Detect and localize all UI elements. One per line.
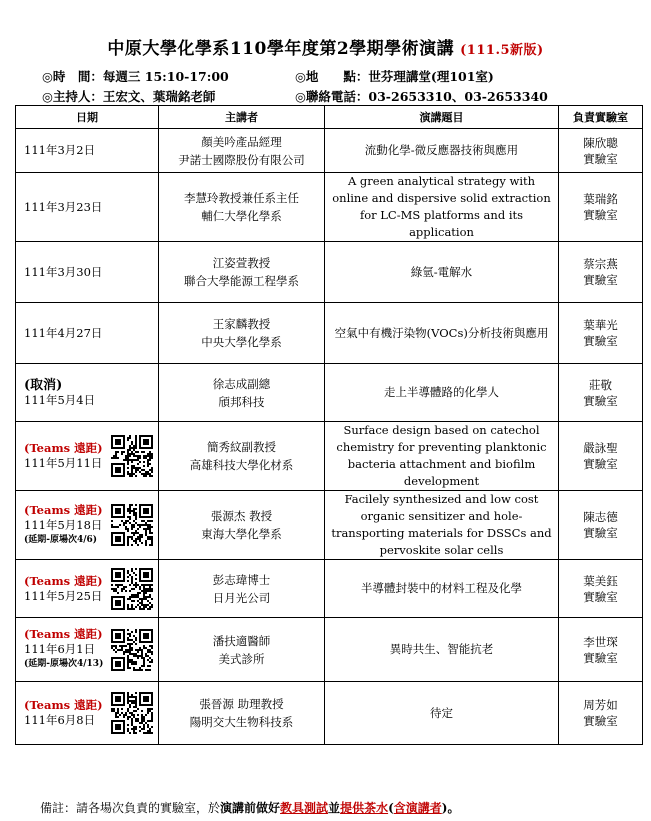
footer-text-a: 備註：請各場次負責的實驗室，於 xyxy=(40,801,221,815)
lab-name: 莊敬 xyxy=(589,377,612,392)
speaker-affiliation: 聯合大學能源工程學系 xyxy=(184,274,299,288)
lab-suffix: 實驗室 xyxy=(583,526,618,540)
postponed-note: (延期-原場次4/13) xyxy=(24,659,104,669)
speaker-name: 徐志成副總 xyxy=(212,376,271,391)
topic-cell: 走上半導體路的化學人 xyxy=(325,364,559,422)
lab-cell xyxy=(559,618,643,682)
date-text: 111年3月23日 xyxy=(24,199,103,214)
topic-cell: 半導體封裝中的材料工程及化學 xyxy=(325,560,559,618)
footer-text-f: ( xyxy=(388,801,394,815)
lab-name: 葉瑞銘 xyxy=(583,192,618,206)
speaker-cell xyxy=(159,173,325,242)
speaker-cell xyxy=(159,364,325,422)
date-text: 111年4月27日 xyxy=(24,325,103,340)
version-label: (111.5新版) xyxy=(460,43,544,58)
topic-cell: A green analytical strategy with online and dispersive solid extraction for LC-MS platforms and its application xyxy=(325,173,559,242)
lab-suffix: 實驗室 xyxy=(583,151,618,166)
date-cell xyxy=(16,364,159,422)
topic-cell: Surface design based on catechol chemistry for preventing planktonic bacteria attachment and biofilm development xyxy=(325,422,559,491)
speaker-name: 李慧玲教授兼任系主任 xyxy=(184,191,299,205)
header-date: 日期 xyxy=(16,106,159,129)
header-lab: 負責實驗室 xyxy=(559,106,643,129)
speaker-affiliation: 輔仁大學化學系 xyxy=(201,209,282,223)
date-text: 111年5月4日 xyxy=(24,392,96,407)
lab-cell xyxy=(559,242,643,303)
lab-suffix: 實驗室 xyxy=(583,457,618,471)
header-speaker: 主講者 xyxy=(159,106,325,129)
date-cell xyxy=(16,242,159,303)
date-cell xyxy=(16,682,159,745)
schedule-table xyxy=(15,105,643,745)
date-text: 111年6月8日 xyxy=(24,713,96,727)
footer-text-h: )。 xyxy=(441,801,460,815)
topic-cell: Facilely synthesized and low cost organic sensitizer and hole-transporting materials for DSSCs and pervoskite solar cells xyxy=(325,491,559,560)
speaker-name: 張晉源 助理教授 xyxy=(199,697,284,711)
lab-suffix: 實驗室 xyxy=(583,650,618,665)
lab-cell xyxy=(559,129,643,173)
lab-suffix: 實驗室 xyxy=(583,334,618,348)
speaker-cell xyxy=(159,242,325,303)
footer-text-c: 教具測試 xyxy=(280,801,329,815)
topic-cell: 綠氫-電解水 xyxy=(325,242,559,303)
header-topic: 演講題目 xyxy=(325,106,559,129)
teams-qr-code-icon[interactable] xyxy=(111,504,153,546)
footer-note xyxy=(40,799,459,816)
info-time: ◎時 間：每週三 15:10-17:00 xyxy=(42,69,229,84)
session-mode-label: (Teams 遠距) xyxy=(24,627,103,641)
date-text: 111年6月1日 xyxy=(24,642,96,656)
speaker-cell xyxy=(159,560,325,618)
footer-text-d: 並 xyxy=(328,801,341,815)
lab-name: 蔡宗燕 xyxy=(583,257,618,271)
speaker-cell xyxy=(159,303,325,364)
date-text: 111年3月2日 xyxy=(24,143,96,157)
lab-cell xyxy=(559,303,643,364)
topic-cell: 流動化學-微反應器技術與應用 xyxy=(325,129,559,173)
date-text: 111年5月25日 xyxy=(24,588,103,603)
topic-cell: 待定 xyxy=(325,682,559,745)
lab-cell xyxy=(559,422,643,491)
teams-qr-code-icon[interactable] xyxy=(111,568,153,610)
lab-suffix: 實驗室 xyxy=(583,273,618,287)
lab-suffix: 實驗室 xyxy=(583,589,618,604)
date-cell xyxy=(16,491,159,560)
table-row xyxy=(16,303,643,364)
lab-name: 陳志德 xyxy=(583,510,618,524)
speaker-affiliation: 頎邦科技 xyxy=(218,394,265,409)
table-row xyxy=(16,618,643,682)
date-cell xyxy=(16,173,159,242)
speaker-affiliation: 東海大學化學系 xyxy=(201,527,282,541)
speaker-affiliation: 尹諾士國際股份有限公司 xyxy=(178,152,305,167)
lab-name: 葉美鈺 xyxy=(583,573,618,588)
session-mode-label: (Teams 遠距) xyxy=(24,502,103,517)
table-row xyxy=(16,422,643,491)
speaker-affiliation: 美式診所 xyxy=(218,651,265,666)
footer-text-e: 提供茶水 xyxy=(340,801,389,815)
speaker-affiliation: 日月光公司 xyxy=(212,590,271,605)
topic-cell: 異時共生、智能抗老 xyxy=(325,618,559,682)
date-cell xyxy=(16,303,159,364)
speaker-name: 彭志瑋博士 xyxy=(212,572,271,587)
lab-suffix: 實驗室 xyxy=(583,393,618,408)
postponed-note: (延期-原場次4/6) xyxy=(24,534,98,545)
lab-name: 周芳如 xyxy=(583,698,618,712)
lab-name: 嚴詠聖 xyxy=(583,441,618,455)
footer-text-b: 演講前做好 xyxy=(220,801,281,815)
date-cell xyxy=(16,422,159,491)
date-cell xyxy=(16,618,159,682)
table-row xyxy=(16,242,643,303)
date-text: 111年5月18日 xyxy=(24,517,103,532)
session-mode-label: (Teams 遠距) xyxy=(24,441,103,455)
table-row xyxy=(16,129,643,173)
title-text: 中原大學化學系110學年度第2學期學術演講 xyxy=(107,39,455,59)
session-mode-label: (Teams 遠距) xyxy=(24,573,103,588)
speaker-cell xyxy=(159,618,325,682)
info-location: ◎地 點：世芬理講堂(理101室) xyxy=(295,69,494,84)
table-header-row xyxy=(16,106,643,129)
lab-cell xyxy=(559,560,643,618)
speaker-name: 張源杰 教授 xyxy=(210,509,273,523)
table-row xyxy=(16,491,643,560)
speaker-cell xyxy=(159,129,325,173)
session-mode-label: (Teams 遠距) xyxy=(24,698,103,712)
info-host: ◎主持人：王宏文、葉瑞銘老師 xyxy=(42,89,216,104)
speaker-name: 潘扶適醫師 xyxy=(212,633,271,648)
speaker-cell xyxy=(159,682,325,745)
speaker-affiliation: 中央大學化學系 xyxy=(201,335,282,349)
table-row xyxy=(16,560,643,618)
teams-qr-code-icon[interactable] xyxy=(111,692,153,734)
lab-suffix: 實驗室 xyxy=(583,714,618,728)
speaker-name: 簡秀紋副教授 xyxy=(207,440,276,454)
teams-qr-code-icon[interactable] xyxy=(111,629,153,671)
info-phone: ◎聯絡電話：03-2653310、03-2653340 xyxy=(295,89,548,104)
date-text: 111年5月11日 xyxy=(24,456,103,470)
teams-qr-code-icon[interactable] xyxy=(111,435,153,477)
table-row xyxy=(16,682,643,745)
table-row xyxy=(16,364,643,422)
table-row xyxy=(16,173,643,242)
date-cell xyxy=(16,560,159,618)
date-text: 111年3月30日 xyxy=(24,264,103,279)
lab-suffix: 實驗室 xyxy=(583,208,618,222)
date-cell xyxy=(16,129,159,173)
session-mode-label: (取消) xyxy=(24,377,63,393)
speaker-cell xyxy=(159,422,325,491)
lab-name: 陳欣聰 xyxy=(583,135,618,150)
lab-name: 葉華光 xyxy=(583,318,618,332)
speaker-name: 顏美吟產品經理 xyxy=(201,134,282,149)
speaker-name: 江姿萱教授 xyxy=(212,256,271,270)
speaker-affiliation: 陽明交大生物科技系 xyxy=(189,715,294,729)
footer-text-g: 含演講者 xyxy=(393,801,442,815)
speaker-cell xyxy=(159,491,325,560)
speaker-name: 王家麟教授 xyxy=(212,317,271,331)
lab-name: 李世琛 xyxy=(583,634,618,649)
lab-cell xyxy=(559,364,643,422)
topic-cell: 空氣中有機汙染物(VOCs)分析技術與應用 xyxy=(325,303,559,364)
page-title xyxy=(0,34,651,59)
lab-cell xyxy=(559,682,643,745)
lab-cell xyxy=(559,491,643,560)
lab-cell xyxy=(559,173,643,242)
speaker-affiliation: 高雄科技大學化材系 xyxy=(189,458,294,472)
